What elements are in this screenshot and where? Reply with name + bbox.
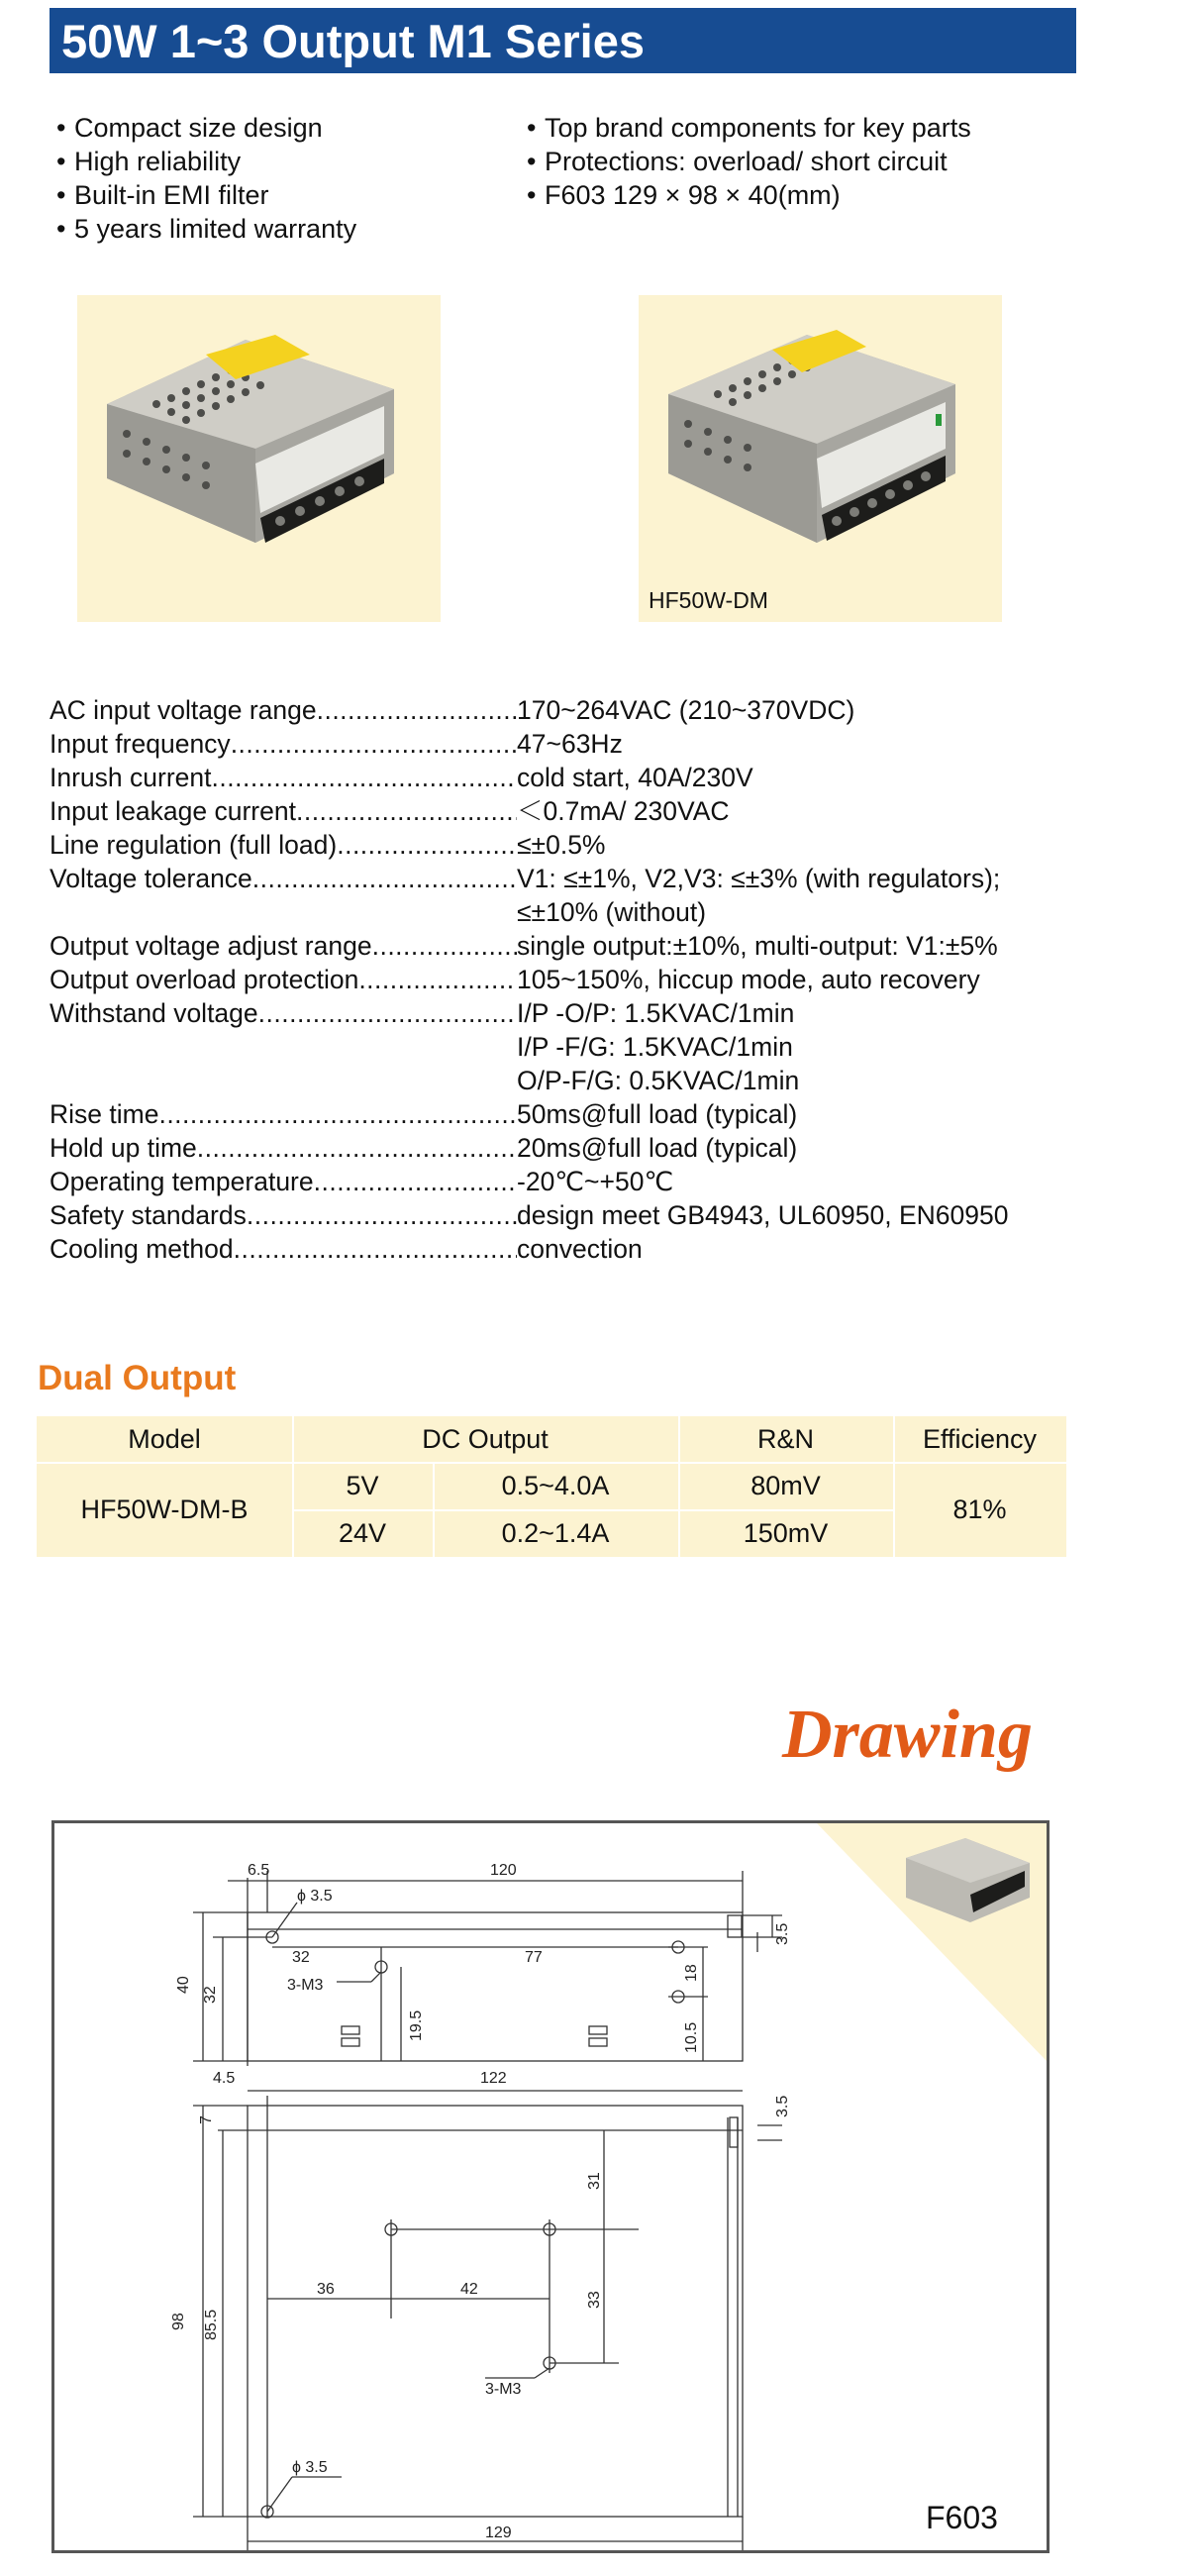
bullet: •: [56, 180, 66, 210]
spec-value: ≤±0.5%: [517, 830, 606, 860]
header-efficiency: Efficiency: [922, 1423, 1038, 1454]
spec-value: -20℃~+50℃: [517, 1167, 674, 1196]
cell-rn: 80mV: [750, 1470, 821, 1500]
dim-label: 33: [586, 2291, 603, 2309]
dim-label: 32: [292, 1949, 310, 1966]
dim-label: 18: [683, 1964, 700, 1982]
spec-label: Input frequency .....: [50, 727, 517, 761]
case-code: F603: [926, 2500, 998, 2535]
header-dc-output: DC Output: [422, 1423, 549, 1454]
dim-label: 120: [490, 1862, 517, 1879]
spec-value: ＜0.7mA/ 230VAC: [517, 796, 730, 826]
dim-label: 77: [525, 1949, 543, 1966]
spec-value: single output:±10%, multi-output: V1:±5%: [517, 931, 998, 961]
dim-label: 42: [460, 2281, 478, 2298]
spec-row: [50, 1165, 1149, 1198]
spec-row: [50, 1232, 1149, 1266]
spec-value: design meet GB4943, UL60950, EN60950: [517, 1200, 1009, 1230]
bullet: •: [527, 180, 537, 210]
spec-value: ≤±10% (without): [517, 897, 707, 927]
cell-model: HF50W-DM-B: [80, 1494, 249, 1524]
technical-drawing: [54, 1823, 1047, 2550]
spec-row: [50, 693, 1149, 727]
dim-label: 3-M3: [287, 1977, 324, 1994]
spec-row: [50, 761, 1149, 794]
feature-item: [56, 111, 356, 145]
spec-label: Withstand voltage .....: [50, 996, 517, 1097]
dim-label: 85.5: [203, 2309, 220, 2340]
spec-value: 170~264VAC (210~370VDC): [517, 695, 855, 725]
spec-label: Line regulation (full load) .....: [50, 828, 517, 862]
cell-rn: 150mV: [743, 1517, 829, 1548]
dim-label: 31: [586, 2172, 603, 2190]
spec-row: [50, 794, 1149, 828]
header-rn: R&N: [756, 1423, 814, 1454]
bullet: •: [527, 147, 537, 176]
product-photo-2: [639, 295, 1002, 622]
dual-output-title: Dual Output: [38, 1359, 237, 1397]
spec-value: convection: [517, 1234, 643, 1264]
spec-row: [50, 1198, 1149, 1232]
spec-value: I/P -F/G: 1.5KVAC/1min: [517, 1032, 793, 1062]
dim-label: 129: [485, 2524, 512, 2541]
bullet: •: [527, 113, 537, 143]
power-supply-image-2: [639, 295, 1002, 622]
spec-label: Rise time .....: [50, 1097, 517, 1131]
spec-row: [50, 862, 1149, 929]
dim-label: 36: [317, 2281, 335, 2298]
feature-text: Protections: overload/ short circuit: [545, 147, 948, 176]
spec-label: Inrush current .....: [50, 761, 517, 794]
feature-text: Top brand components for key parts: [545, 113, 971, 143]
feature-item: [527, 111, 971, 145]
dimension-labels: [170, 1862, 791, 2541]
spec-value: V1: ≤±1%, V2,V3: ≤±3% (with regulators);: [517, 864, 1001, 893]
spec-row: [50, 1097, 1149, 1131]
spec-label: Output voltage adjust range .....: [50, 929, 517, 963]
features-right: [527, 111, 971, 212]
cell-current: 0.2~1.4A: [501, 1517, 610, 1548]
spec-label: Safety standards .....: [50, 1198, 517, 1232]
dual-output-table: [37, 1416, 1066, 1557]
spec-value: 105~150%, hiccup mode, auto recovery: [517, 965, 980, 994]
bullet: •: [56, 113, 66, 143]
header-model: Model: [128, 1423, 201, 1454]
spec-row: [50, 727, 1149, 761]
dim-label: 40: [175, 1976, 192, 1994]
page-title: 50W 1~3 Output M1 Series: [61, 15, 645, 67]
dim-label: ϕ 3.5: [297, 1888, 333, 1905]
spec-value: cold start, 40A/230V: [517, 763, 753, 792]
spec-label: AC input voltage range .....: [50, 693, 517, 727]
cell-voltage: 24V: [338, 1517, 387, 1548]
feature-text: High reliability: [74, 147, 242, 176]
spec-row: [50, 929, 1149, 963]
photo-caption: HF50W-DM: [649, 587, 768, 613]
dim-label: 3.5: [774, 1922, 791, 1945]
spec-value: 47~63Hz: [517, 729, 623, 759]
dim-label: 7: [198, 2115, 215, 2124]
power-supply-image-1: [77, 295, 441, 622]
dim-label: 10.5: [683, 2021, 700, 2053]
spec-label: Cooling method .....: [50, 1232, 517, 1266]
dim-label: 6.5: [248, 1862, 270, 1879]
feature-item: [527, 145, 971, 178]
cell-current: 0.5~4.0A: [501, 1470, 610, 1500]
dim-label: 32: [202, 1986, 219, 2004]
dim-label: 19.5: [408, 2009, 425, 2041]
feature-text: 5 years limited warranty: [74, 214, 357, 244]
spec-row: [50, 963, 1149, 996]
dim-label: 3.5: [774, 2095, 791, 2117]
bullet: •: [56, 214, 66, 244]
spec-row: [50, 828, 1149, 862]
spec-label: Hold up time .....: [50, 1131, 517, 1165]
spec-label: Voltage tolerance .....: [50, 862, 517, 929]
spec-label: Input leakage current .....: [50, 794, 517, 828]
feature-item: [527, 178, 971, 212]
product-photo-1: [77, 295, 441, 622]
spec-value: 20ms@full load (typical): [517, 1133, 798, 1163]
feature-item: [56, 145, 356, 178]
spec-label: Output overload protection .....: [50, 963, 517, 996]
spec-list: [50, 693, 1149, 1266]
features-left: [56, 111, 356, 246]
spec-row: [50, 996, 1149, 1097]
spec-value: I/P -O/P: 1.5KVAC/1min: [517, 998, 795, 1028]
dim-label: ϕ 3.5: [292, 2459, 328, 2476]
feature-text: Compact size design: [74, 113, 323, 143]
spec-row: [50, 1131, 1149, 1165]
bullet: •: [56, 147, 66, 176]
front-view-outline: [248, 2106, 743, 2517]
dim-label: 3-M3: [485, 2381, 522, 2398]
spec-label: Operating temperature .....: [50, 1165, 517, 1198]
spec-value: 50ms@full load (typical): [517, 1099, 798, 1129]
feature-item: [56, 212, 356, 246]
cell-efficiency: 81%: [952, 1494, 1007, 1524]
dim-label: 122: [480, 2070, 507, 2087]
drawing-heading: Drawing: [782, 1697, 1033, 1773]
dim-label: 4.5: [213, 2070, 236, 2087]
dim-label: 98: [170, 2313, 187, 2330]
feature-item: [56, 178, 356, 212]
feature-text: Built-in EMI filter: [74, 180, 269, 210]
drawing-frame: [51, 1820, 1050, 2553]
cell-voltage: 5V: [346, 1470, 379, 1500]
feature-text: F603 129 × 98 × 40(mm): [545, 180, 841, 210]
spec-value: O/P-F/G: 0.5KVAC/1min: [517, 1066, 800, 1095]
